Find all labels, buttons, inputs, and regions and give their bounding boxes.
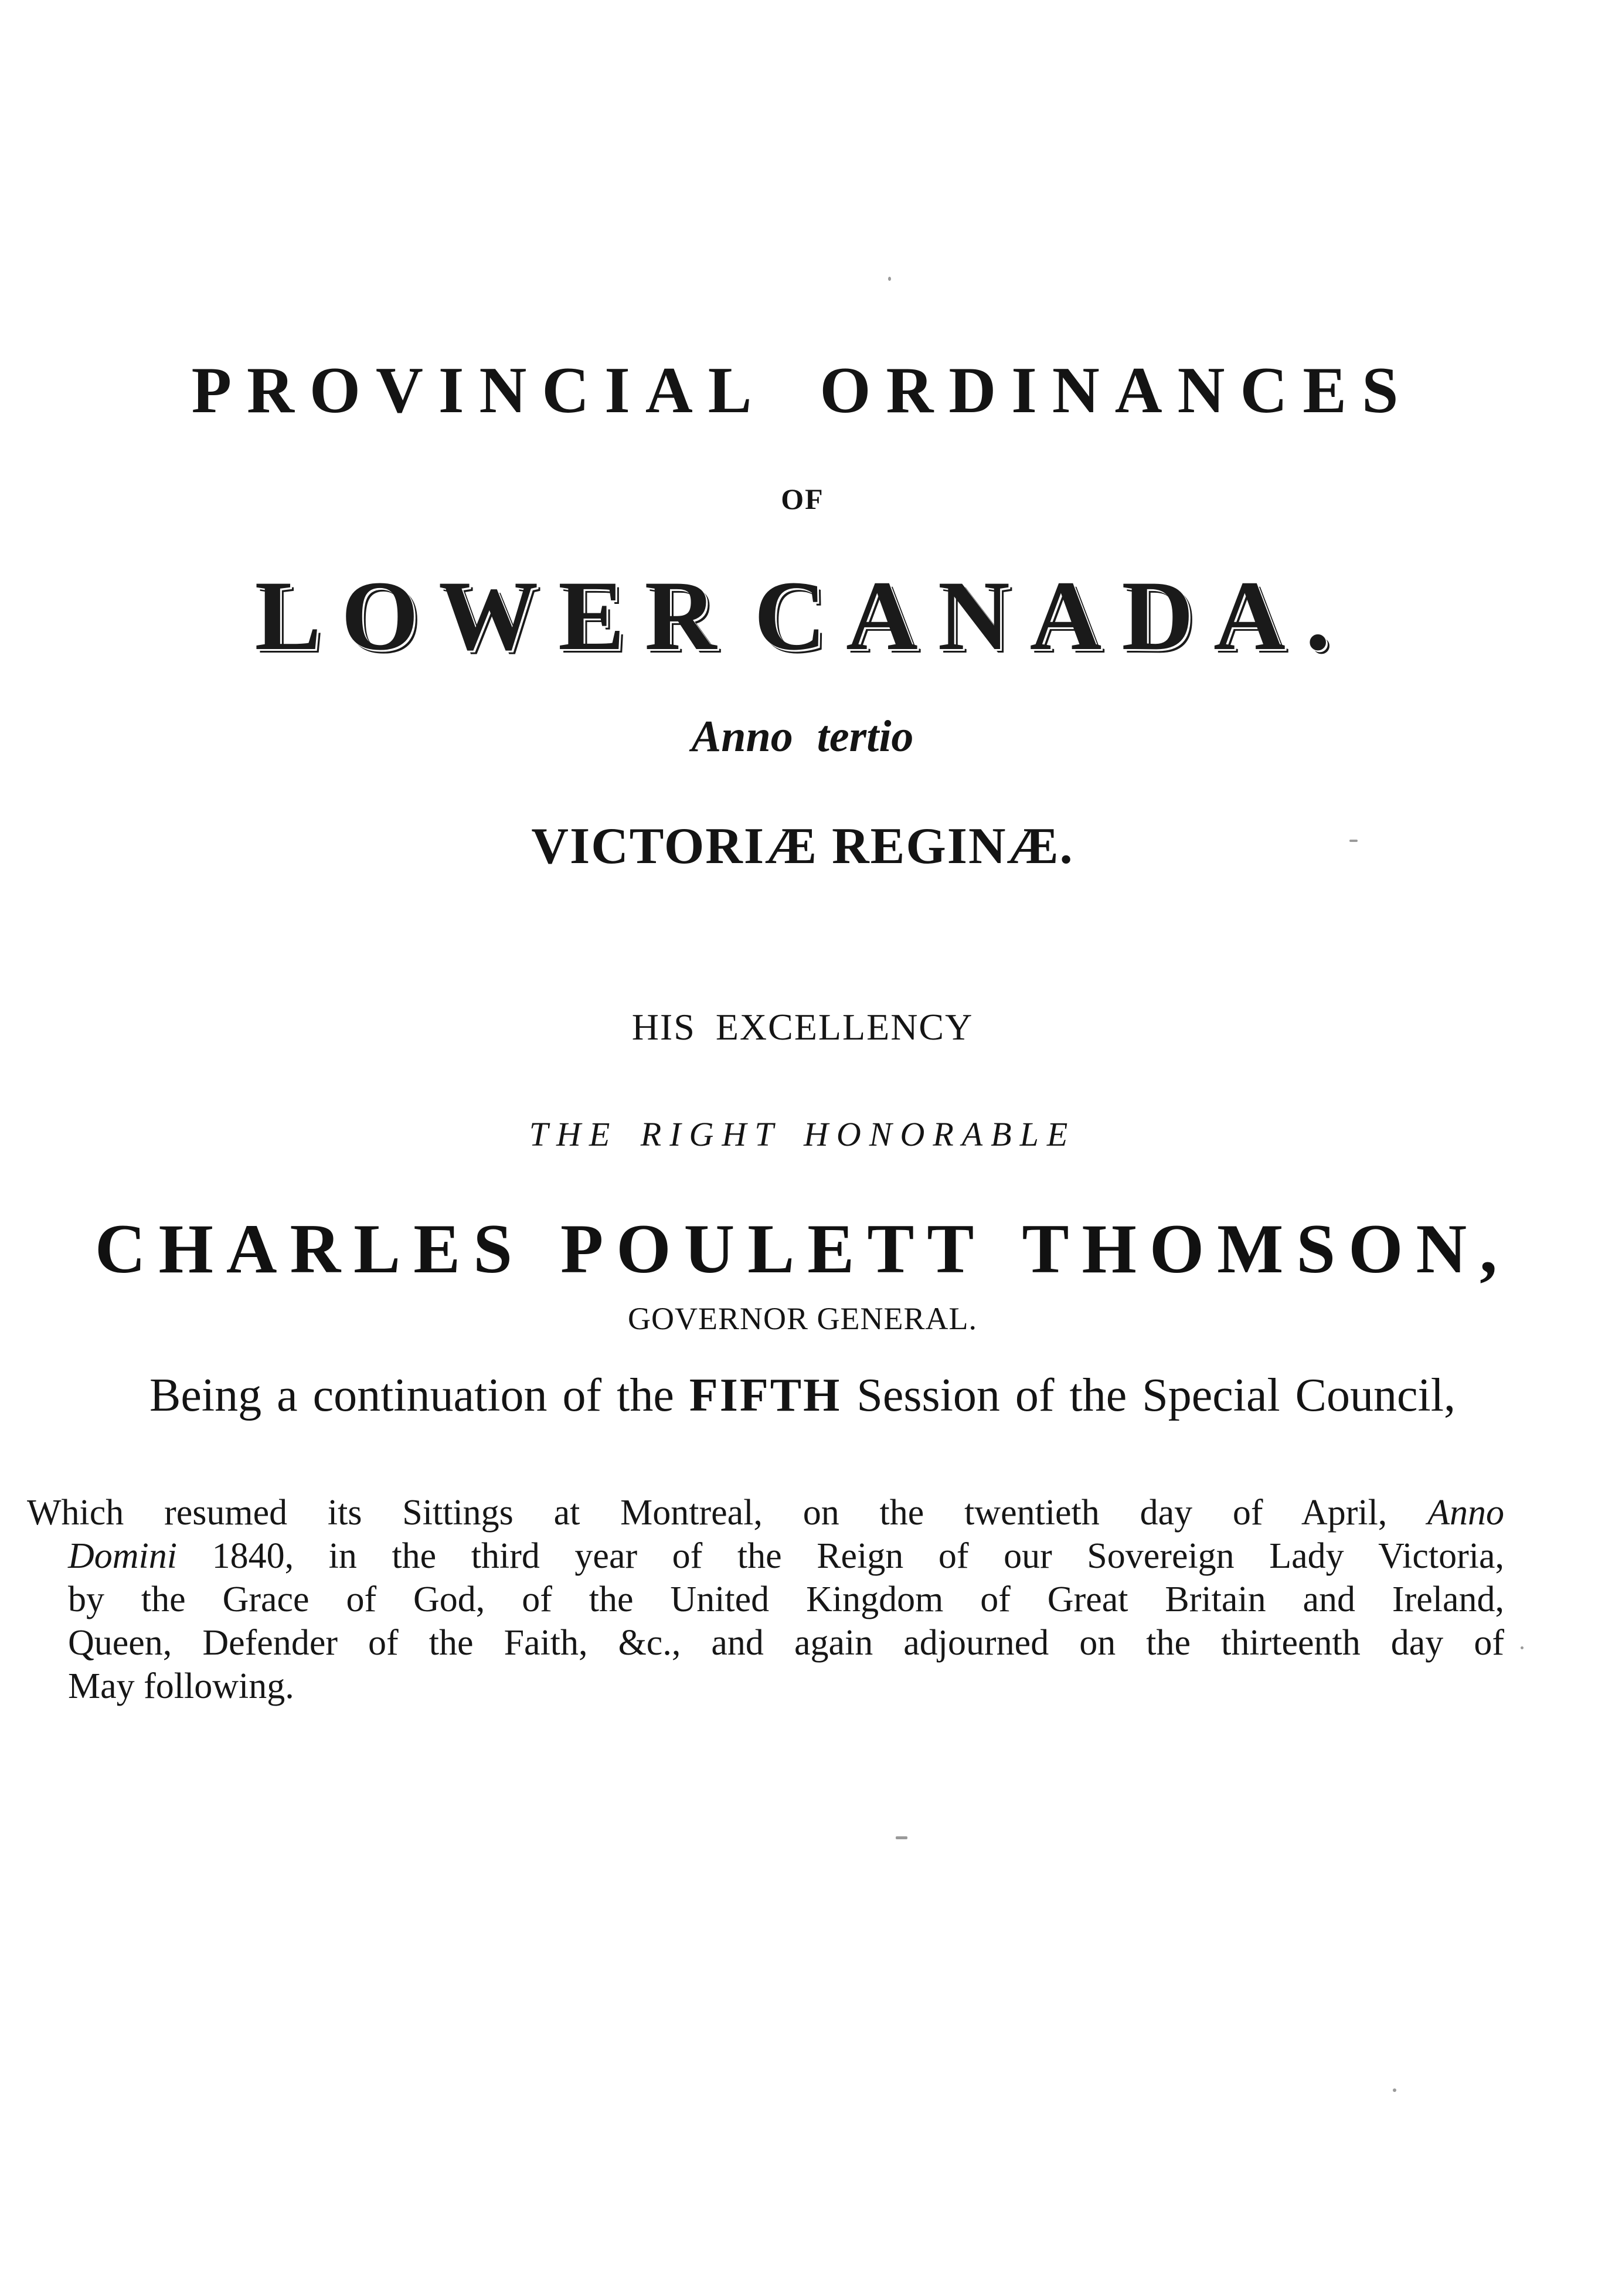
session-before: Being a continuation of the <box>149 1370 674 1421</box>
paragraph-line-4: Queen, Defender of the Faith, &c., and again adjourned on the thirteenth day of <box>68 1623 1504 1663</box>
session-ordinal: FIFTH <box>689 1370 842 1421</box>
paragraph-line-2-text: 1840, in the third year of the Reign of our Sovereign Lady Victoria, <box>212 1536 1505 1576</box>
paper-speck <box>1521 1646 1524 1649</box>
paragraph-anno-italic: Anno <box>1427 1493 1504 1533</box>
governor-name <box>0 1210 1605 1288</box>
paper-speck <box>1349 840 1358 842</box>
name-middle: POULETT <box>560 1210 987 1288</box>
his-excellency: HIS EXCELLENCY <box>631 1006 974 1048</box>
paragraph-line-2 <box>27 1534 1504 1578</box>
paragraph-line-5: May following. <box>68 1666 294 1706</box>
paragraph-line-1-text: Which resumed its Sittings at Montreal, on the twentieth day of April, <box>27 1493 1388 1533</box>
title-word-ordinances: ORDINANCES <box>819 354 1414 427</box>
paper-speck <box>896 1836 907 1839</box>
session-statement <box>0 1372 1605 1419</box>
session-after: Session of the Special Council, <box>856 1370 1456 1421</box>
paper-speck <box>1393 2088 1396 2092</box>
province-word-lower: LOWER <box>254 561 737 671</box>
name-last: THOMSON, <box>1022 1210 1511 1288</box>
honorific: THE RIGHT HONORABLE <box>529 1115 1076 1153</box>
paper-speck <box>888 277 891 281</box>
paragraph-line-1 <box>27 1491 1504 1534</box>
province-name <box>0 561 1605 671</box>
title-of: OF <box>781 483 824 515</box>
session-paragraph <box>27 1491 1504 1708</box>
province-word-canada: CANADA. <box>754 561 1351 671</box>
name-first: CHARLES <box>94 1210 525 1288</box>
governor-office: GOVERNOR GENERAL. <box>628 1301 977 1336</box>
reign-title: VICTORIÆ REGINÆ. <box>531 818 1074 875</box>
paragraph-line-3: by the Grace of God, of the United Kingdom of Great Britain and Ireland, <box>68 1580 1504 1619</box>
anno-tertio: Anno tertio <box>691 712 914 761</box>
paragraph-domini-italic: Domini <box>68 1536 177 1576</box>
document-title <box>0 354 1605 427</box>
title-word-provincial: PROVINCIAL <box>191 354 767 427</box>
